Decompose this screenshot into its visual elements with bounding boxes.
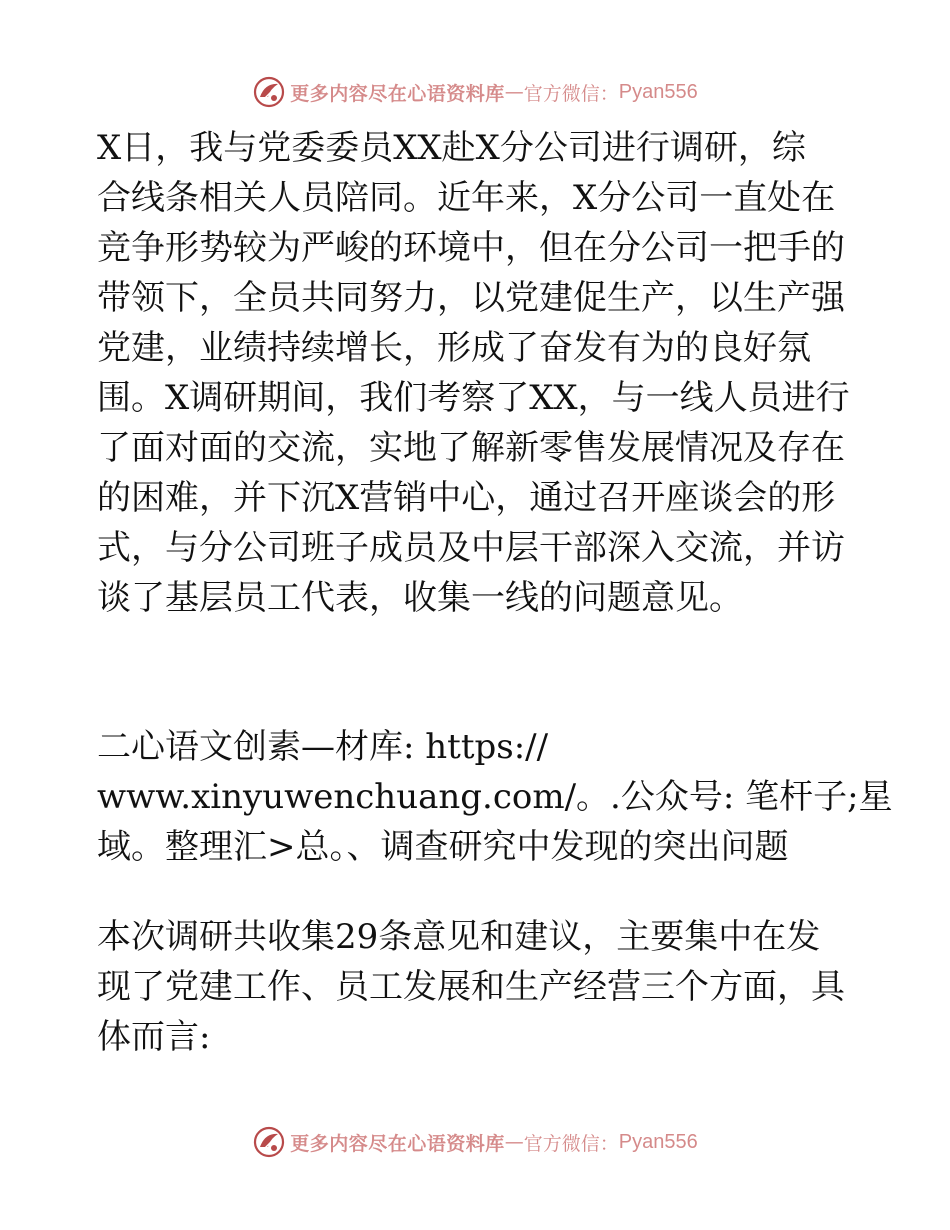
paragraph-2	[97, 722, 893, 872]
watermark-id: Pyan556	[618, 80, 698, 103]
watermark-sub: 官方微信：	[523, 82, 619, 105]
text-line: 竞争形势较为严峻的环境中，但在分公司一把手的	[97, 228, 845, 268]
text-line: 式，与分公司班子成员及中层干部深入交流，并访	[97, 528, 845, 568]
footer-watermark	[0, 1122, 950, 1162]
paragraph-1	[97, 123, 857, 623]
paragraph-3	[97, 912, 857, 1062]
watermark-dash: —	[504, 1131, 524, 1153]
watermark-main: 更多内容尽在心语资料库	[290, 82, 505, 105]
text-line: www.xinyuwenchuang.com/。.公众号: 笔杆子;星	[97, 777, 893, 817]
watermark-id: Pyan556	[618, 1130, 698, 1153]
logo-icon	[252, 1125, 286, 1159]
text-line: X日，我与党委委员XX赴X分公司进行调研，综	[97, 128, 806, 168]
text-line: 合线条相关人员陪同。近年来，X分公司一直处在	[97, 178, 836, 218]
text-line: 了面对面的交流，实地了解新零售发展情况及存在	[97, 428, 845, 468]
text-line: 的困难，并下沉X营销中心，通过召开座谈会的形	[97, 478, 836, 518]
text-line: 带领下，全员共同努力，以党建促生产，以生产强	[97, 278, 845, 318]
watermark-sub: 官方微信：	[523, 1132, 619, 1155]
text-line: 现了党建工作、员工发展和生产经营三个方面，具	[97, 967, 845, 1007]
text-line: 二心语文创素—材库: https://	[97, 727, 549, 767]
text-line: 党建，业绩持续增长，形成了奋发有为的良好氛	[97, 328, 811, 368]
header-watermark	[0, 72, 950, 112]
text-line: 体而言:	[97, 1017, 211, 1057]
text-line: 本次调研共收集29条意见和建议，主要集中在发	[97, 917, 821, 957]
text-line: 谈了基层员工代表，收集一线的问题意见。	[97, 578, 743, 618]
logo-icon	[252, 75, 286, 109]
watermark-main: 更多内容尽在心语资料库	[290, 1132, 505, 1155]
watermark-dash: —	[504, 81, 524, 103]
text-line: 围。X调研期间，我们考察了XX，与一线人员进行	[97, 378, 850, 418]
text-line: 域。整理汇>总。、调查研究中发现的突出问题	[97, 827, 789, 867]
